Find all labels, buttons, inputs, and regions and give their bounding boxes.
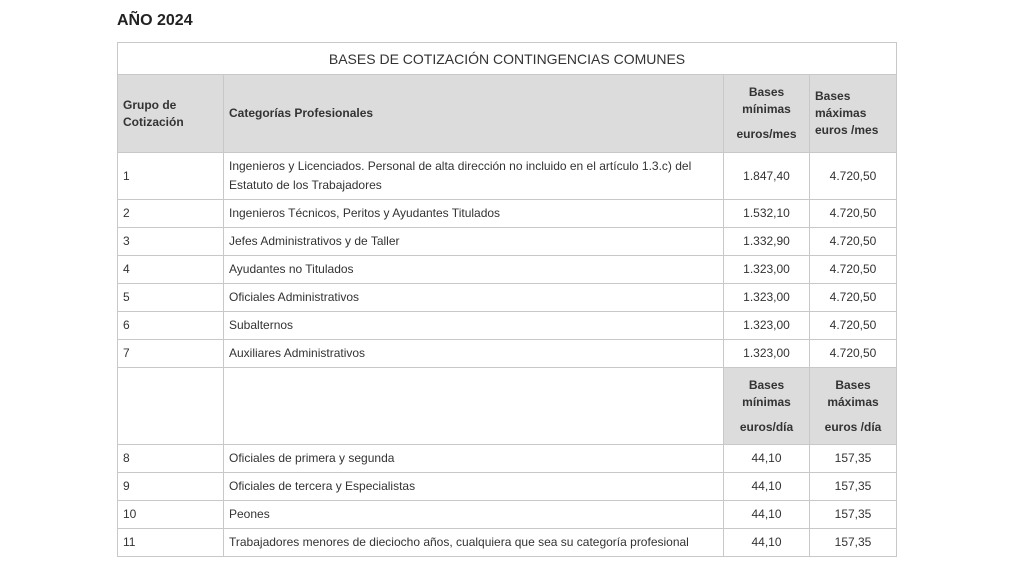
group-cell: 10 bbox=[118, 501, 224, 529]
group-cell: 5 bbox=[118, 284, 224, 312]
category-cell: Peones bbox=[224, 501, 724, 529]
header-min-monthly: Bases mínimas euros/mes bbox=[724, 75, 810, 153]
group-cell: 1 bbox=[118, 153, 224, 200]
table-row bbox=[118, 153, 897, 200]
group-cell: 7 bbox=[118, 340, 224, 368]
table-row bbox=[118, 529, 897, 557]
header-blank-group bbox=[118, 368, 224, 445]
category-cell: Trabajadores menores de dieciocho años, cualquiera que sea su categoría profesional bbox=[224, 529, 724, 557]
min-base-cell: 1.323,00 bbox=[724, 256, 810, 284]
table-row bbox=[118, 284, 897, 312]
header-min-daily: Bases mínimas euros/día bbox=[724, 368, 810, 445]
min-base-cell: 1.532,10 bbox=[724, 200, 810, 228]
header-group: Grupo de Cotización bbox=[118, 75, 224, 153]
min-base-cell: 1.847,40 bbox=[724, 153, 810, 200]
contribution-bases-table bbox=[117, 42, 897, 557]
header-max-monthly: Bases máximas euros /mes bbox=[810, 75, 897, 153]
min-base-cell: 1.323,00 bbox=[724, 284, 810, 312]
group-cell: 2 bbox=[118, 200, 224, 228]
min-base-cell: 44,10 bbox=[724, 445, 810, 473]
header-max-daily: Bases máximas euros /día bbox=[810, 368, 897, 445]
table-row bbox=[118, 473, 897, 501]
max-base-cell: 157,35 bbox=[810, 529, 897, 557]
max-base-cell: 4.720,50 bbox=[810, 284, 897, 312]
category-cell: Auxiliares Administrativos bbox=[224, 340, 724, 368]
max-base-cell: 4.720,50 bbox=[810, 200, 897, 228]
category-cell: Subalternos bbox=[224, 312, 724, 340]
header-blank-category bbox=[224, 368, 724, 445]
category-cell: Oficiales de tercera y Especialistas bbox=[224, 473, 724, 501]
min-base-cell: 44,10 bbox=[724, 529, 810, 557]
header-row-monthly bbox=[118, 75, 897, 153]
table-row bbox=[118, 340, 897, 368]
category-cell: Ayudantes no Titulados bbox=[224, 256, 724, 284]
max-base-cell: 157,35 bbox=[810, 501, 897, 529]
max-base-cell: 4.720,50 bbox=[810, 340, 897, 368]
max-base-cell: 157,35 bbox=[810, 473, 897, 501]
min-base-cell: 1.323,00 bbox=[724, 312, 810, 340]
group-cell: 4 bbox=[118, 256, 224, 284]
header-row-daily bbox=[118, 368, 897, 445]
min-base-cell: 44,10 bbox=[724, 501, 810, 529]
table-row bbox=[118, 200, 897, 228]
table-row bbox=[118, 312, 897, 340]
category-cell: Jefes Administrativos y de Taller bbox=[224, 228, 724, 256]
group-cell: 6 bbox=[118, 312, 224, 340]
table-row bbox=[118, 228, 897, 256]
page-title: AÑO 2024 bbox=[117, 12, 193, 29]
max-base-cell: 4.720,50 bbox=[810, 228, 897, 256]
category-cell: Ingenieros y Licenciados. Personal de alta dirección no incluido en el artículo 1.3.c) del Estatuto de los Trabajadores bbox=[224, 153, 724, 200]
min-base-cell: 44,10 bbox=[724, 473, 810, 501]
table-caption: BASES DE COTIZACIÓN CONTINGENCIAS COMUNES bbox=[118, 43, 897, 75]
header-category: Categorías Profesionales bbox=[224, 75, 724, 153]
max-base-cell: 4.720,50 bbox=[810, 312, 897, 340]
group-cell: 11 bbox=[118, 529, 224, 557]
table-row bbox=[118, 256, 897, 284]
category-cell: Ingenieros Técnicos, Peritos y Ayudantes Titulados bbox=[224, 200, 724, 228]
max-base-cell: 4.720,50 bbox=[810, 256, 897, 284]
table-row bbox=[118, 445, 897, 473]
group-cell: 8 bbox=[118, 445, 224, 473]
min-base-cell: 1.323,00 bbox=[724, 340, 810, 368]
table-row bbox=[118, 501, 897, 529]
group-cell: 3 bbox=[118, 228, 224, 256]
min-base-cell: 1.332,90 bbox=[724, 228, 810, 256]
max-base-cell: 157,35 bbox=[810, 445, 897, 473]
category-cell: Oficiales de primera y segunda bbox=[224, 445, 724, 473]
category-cell: Oficiales Administrativos bbox=[224, 284, 724, 312]
max-base-cell: 4.720,50 bbox=[810, 153, 897, 200]
group-cell: 9 bbox=[118, 473, 224, 501]
